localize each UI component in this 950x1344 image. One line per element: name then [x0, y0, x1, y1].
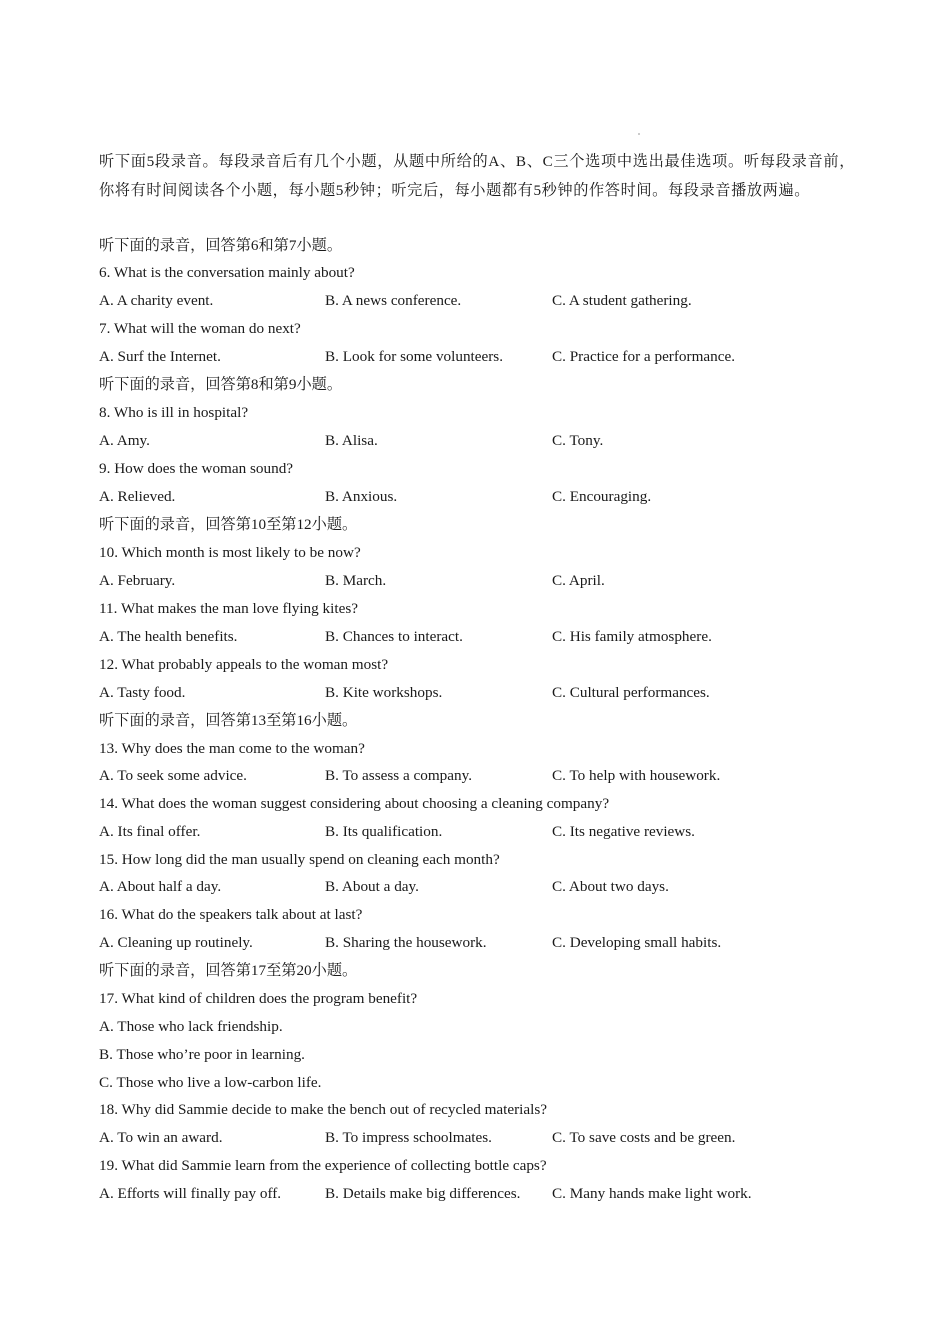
- option-a: A. A charity event.: [99, 292, 214, 309]
- option-a: A. Tasty food.: [99, 684, 186, 701]
- option-a: A. To seek some advice.: [99, 767, 247, 784]
- option-row: [99, 933, 859, 953]
- question-stem: 15. How long did the man usually spend on cleaning each month?: [99, 851, 500, 868]
- option-c: C. To save costs and be green.: [552, 1129, 736, 1146]
- option-b: B. Kite workshops.: [325, 684, 443, 701]
- option-c: C. Many hands make light work.: [552, 1185, 752, 1202]
- question-stem: 13. Why does the man come to the woman?: [99, 740, 365, 757]
- option-a: A. Relieved.: [99, 488, 176, 505]
- section-heading: 听下面的录音，回答第6和第7小题。: [99, 237, 342, 254]
- option-b: B. Chances to interact.: [325, 628, 463, 645]
- option-a: A. Those who lack friendship.: [99, 1018, 283, 1035]
- question-stem: 16. What do the speakers talk about at last?: [99, 906, 363, 923]
- option-a: A. February.: [99, 572, 176, 589]
- option-c: C. Tony.: [552, 432, 604, 449]
- option-c: C. Practice for a performance.: [552, 348, 735, 365]
- option-a: A. The health benefits.: [99, 628, 238, 645]
- question-stem: 12. What probably appeals to the woman most?: [99, 656, 389, 673]
- option-b: B. Look for some volunteers.: [325, 348, 504, 365]
- option-row: [99, 1128, 859, 1148]
- option-row: [99, 487, 859, 507]
- option-b: B. Sharing the housework.: [325, 934, 487, 951]
- question-stem: 14. What does the woman suggest considering about choosing a cleaning company?: [99, 795, 610, 812]
- option-b: B. To assess a company.: [325, 767, 472, 784]
- option-c: C. To help with housework.: [552, 767, 721, 784]
- option-row: [99, 431, 859, 451]
- option-c: C. April.: [552, 572, 605, 589]
- question-stem: 7. What will the woman do next?: [99, 320, 301, 337]
- option-b: B. To impress schoolmates.: [325, 1129, 492, 1146]
- option-a: A. Efforts will finally pay off.: [99, 1185, 282, 1202]
- option-a: A. About half a day.: [99, 878, 222, 895]
- option-c: C. Encouraging.: [552, 488, 652, 505]
- section-heading: 听下面的录音，回答第10至第12小题。: [99, 516, 358, 533]
- question-stem: 11. What makes the man love flying kites?: [99, 600, 358, 617]
- option-c: C. A student gathering.: [552, 292, 692, 309]
- section-heading: 听下面的录音，回答第8和第9小题。: [99, 376, 342, 393]
- question-stem: 19. What did Sammie learn from the experience of collecting bottle caps?: [99, 1157, 547, 1174]
- option-a: A. Cleaning up routinely.: [99, 934, 253, 951]
- section-heading: 听下面的录音，回答第13至第16小题。: [99, 712, 358, 729]
- question-stem: 18. Why did Sammie decide to make the bench out of recycled materials?: [99, 1101, 548, 1118]
- option-row: [99, 683, 859, 703]
- question-stem: 10. Which month is most likely to be now?: [99, 544, 361, 561]
- option-b: B. Details make big differences.: [325, 1185, 521, 1202]
- option-c: C. About two days.: [552, 878, 669, 895]
- option-row: [99, 291, 859, 311]
- question-stem: 17. What kind of children does the program benefit?: [99, 990, 418, 1007]
- option-c: C. Its negative reviews.: [552, 823, 695, 840]
- option-b: B. Its qualification.: [325, 823, 443, 840]
- option-b: B. March.: [325, 572, 387, 589]
- option-row: [99, 822, 859, 842]
- question-stem: 6. What is the conversation mainly about?: [99, 264, 355, 281]
- scan-speck: [638, 133, 640, 135]
- option-c: C. Cultural performances.: [552, 684, 710, 701]
- option-a: A. Its final offer.: [99, 823, 201, 840]
- section-heading: 听下面的录音，回答第17至第20小题。: [99, 962, 358, 979]
- option-a: A. To win an award.: [99, 1129, 223, 1146]
- option-b: B. Anxious.: [325, 488, 398, 505]
- listening-instructions: 听下面5段录音。每段录音后有几个小题，从题中所给的A、B、C三个选项中选出最佳选项。听每段录音前，你将有时间阅读各个小题，每小题5秒钟；听完后，每小题都有5秒钟的作答时间。每段录音播放两遍。: [99, 153, 855, 199]
- option-row: [99, 571, 859, 591]
- option-row: [99, 627, 859, 647]
- option-c: C. Those who live a low-carbon life.: [99, 1074, 322, 1091]
- option-row: [99, 1184, 859, 1204]
- option-b: B. About a day.: [325, 878, 419, 895]
- option-b: B. Alisa.: [325, 432, 378, 449]
- question-stem: 9. How does the woman sound?: [99, 460, 294, 477]
- option-row: [99, 877, 859, 897]
- option-c: C. Developing small habits.: [552, 934, 722, 951]
- question-stem: 8. Who is ill in hospital?: [99, 404, 249, 421]
- option-b: B. Those who’re poor in learning.: [99, 1046, 305, 1063]
- option-row: [99, 347, 859, 367]
- option-c: C. His family atmosphere.: [552, 628, 712, 645]
- option-a: A. Amy.: [99, 432, 150, 449]
- option-a: A. Surf the Internet.: [99, 348, 221, 365]
- option-b: B. A news conference.: [325, 292, 462, 309]
- option-row: [99, 766, 859, 786]
